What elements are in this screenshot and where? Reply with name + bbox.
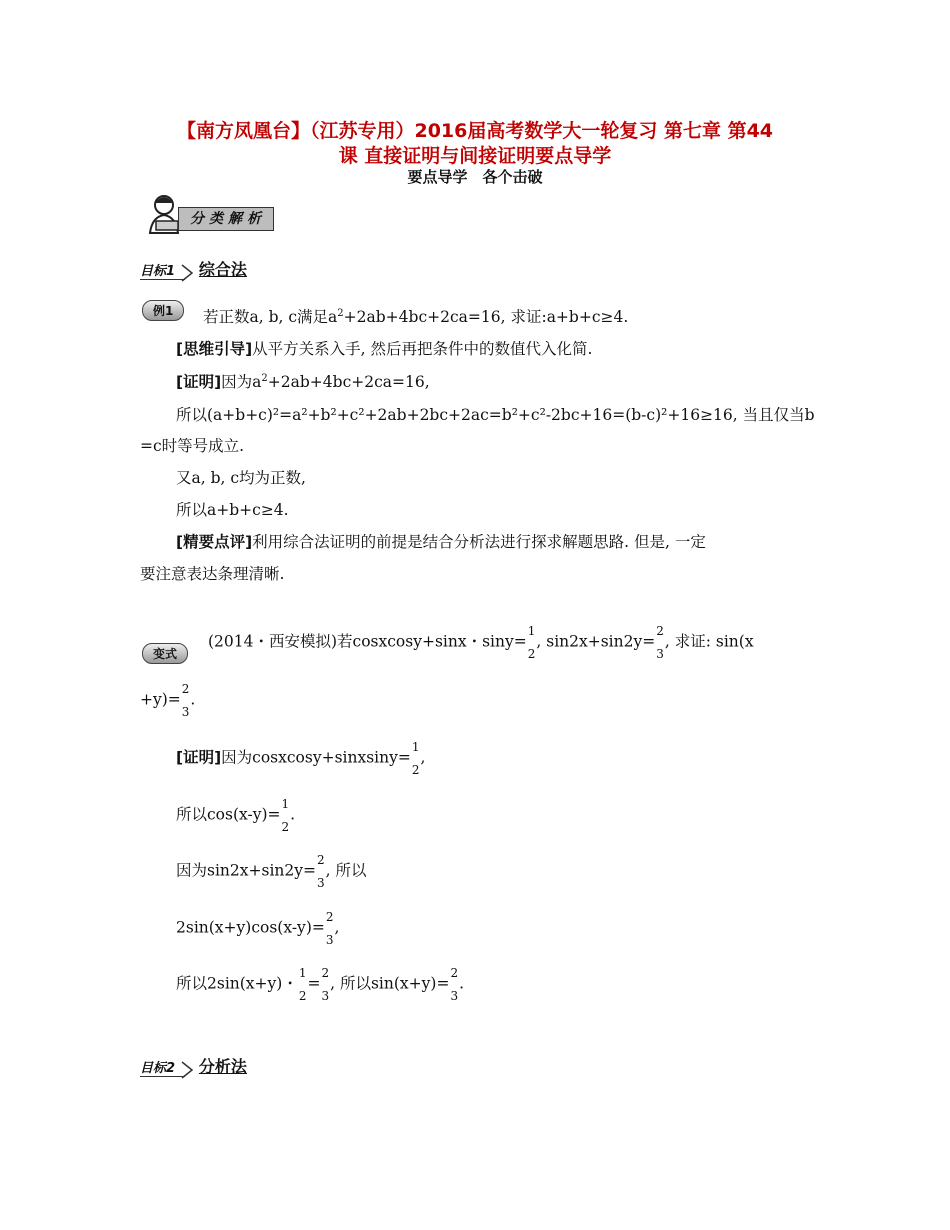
fraction-two-thirds: 2 3 — [181, 682, 190, 719]
hint-text: 从平方关系入手, 然后再把条件中的数值代入化简. — [252, 340, 593, 358]
exponent: 2 — [337, 308, 344, 319]
fraction-two-thirds: 2 3 — [656, 624, 664, 661]
example1-comment-line2: 要注意表达条理清晰. — [140, 565, 285, 583]
variant-proof-line2 — [176, 797, 295, 834]
document-title-line1: 【南方凤凰台】（江苏专用）2016届高考数学大一轮复习 第七章 第44 — [176, 120, 774, 142]
exponent: 2 — [261, 373, 268, 384]
variant-problem-text: . — [190, 690, 196, 709]
target2-label: 目标2 — [140, 1061, 185, 1077]
variant-problem-line2 — [140, 682, 195, 719]
document-title-line2: 课 直接证明与间接证明要点导学 — [338, 145, 612, 167]
proof-text: 所以2sin(x+y)・ — [176, 974, 298, 993]
chevron-right-icon — [180, 1058, 194, 1080]
target1-heading — [140, 257, 247, 283]
target1-label: 目标1 — [140, 264, 185, 280]
fraction-one-half: 1 2 — [411, 740, 420, 777]
proof-label: [证明] — [176, 373, 222, 391]
fraction-one-half: 1 2 — [298, 966, 307, 1003]
variant-proof-line3 — [176, 853, 367, 890]
hint-label: [思维引导] — [176, 340, 253, 358]
proof-text: 因为sin2x+sin2y= — [176, 861, 316, 880]
example1-proof-line3: =c时等号成立. — [140, 437, 245, 455]
example1-comment-line1 — [176, 530, 706, 552]
variant-problem-line1 — [208, 624, 754, 661]
target1-name: 综合法 — [198, 260, 247, 279]
example1-problem-text-a: 若正数a, b, c满足a — [203, 308, 338, 326]
variant-problem-text: (2014・西安模拟)若cosxcosy+sinx・siny= — [208, 632, 527, 651]
example1-tag — [142, 300, 184, 321]
variant-problem-text: , 求证: sin(x — [664, 632, 754, 651]
variant-tag — [142, 643, 188, 664]
proof-text: 所以cos(x-y)= — [176, 805, 281, 824]
proof-text: . — [290, 805, 296, 824]
fraction-two-thirds: 2 3 — [450, 966, 459, 1003]
variant-problem-text: , sin2x+sin2y= — [536, 632, 656, 651]
proof-text: , 所以 — [325, 861, 367, 880]
example1-problem-text-b: +2ab+4bc+2ca=16, 求证:a+b+c≥4. — [343, 308, 629, 326]
proof-text: 2sin(x+y)cos(x-y)= — [176, 918, 325, 937]
proof-text: , 所以sin(x+y)= — [330, 974, 450, 993]
proof-text: , — [420, 748, 426, 767]
section-banner-text: 分类解析 — [190, 211, 266, 227]
proof-text: 因为cosxcosy+sinxsiny= — [221, 748, 411, 767]
proof-label: [证明] — [176, 748, 222, 767]
fraction-two-thirds: 2 3 — [325, 910, 334, 947]
document-subtitle: 要点导学 各个击破 — [407, 168, 543, 186]
variant-proof-line4 — [176, 910, 339, 947]
variant-proof-line5: 所以2sin(x+y)・ 1 2 = 2 3 , 所以sin(x+y)= 2 3 . — [176, 966, 465, 1003]
example1-tag-label: 例1 — [142, 300, 184, 321]
target2-name: 分析法 — [198, 1057, 247, 1076]
proof-text: . — [459, 974, 465, 993]
example1-proof-line4: 又a, b, c均为正数, — [176, 469, 306, 487]
proof-text-a: 因为a — [221, 373, 262, 391]
proof-text: , — [334, 918, 340, 937]
comment-label: [精要点评] — [176, 533, 253, 551]
fraction-one-half: 1 2 — [527, 624, 536, 661]
fraction-one-half: 1 2 — [281, 797, 290, 834]
proof-text-b: +2ab+4bc+2ca=16, — [267, 373, 430, 391]
chevron-right-icon — [180, 261, 194, 283]
variant-problem-text: +y)= — [140, 690, 181, 709]
variant-tag-label: 变式 — [142, 643, 188, 664]
fraction-two-thirds: 2 3 — [321, 966, 330, 1003]
example1-problem — [203, 305, 628, 327]
section-banner — [142, 193, 272, 237]
comment-text: 利用综合法证明的前提是结合分析法进行探求解题思路. 但是, 一定 — [252, 533, 706, 551]
target2-heading — [140, 1054, 247, 1080]
example1-proof-line1 — [176, 370, 430, 392]
variant-proof-line1 — [176, 740, 425, 777]
example1-hint — [176, 337, 592, 359]
fraction-two-thirds: 2 3 — [317, 853, 325, 890]
example1-proof-line5: 所以a+b+c≥4. — [176, 501, 289, 519]
example1-proof-line2: 所以(a+b+c)²=a²+b²+c²+2ab+2bc+2ac=b²+c²-2bc+16=(b-c)²+16≥16, 当且仅当b — [176, 406, 815, 424]
